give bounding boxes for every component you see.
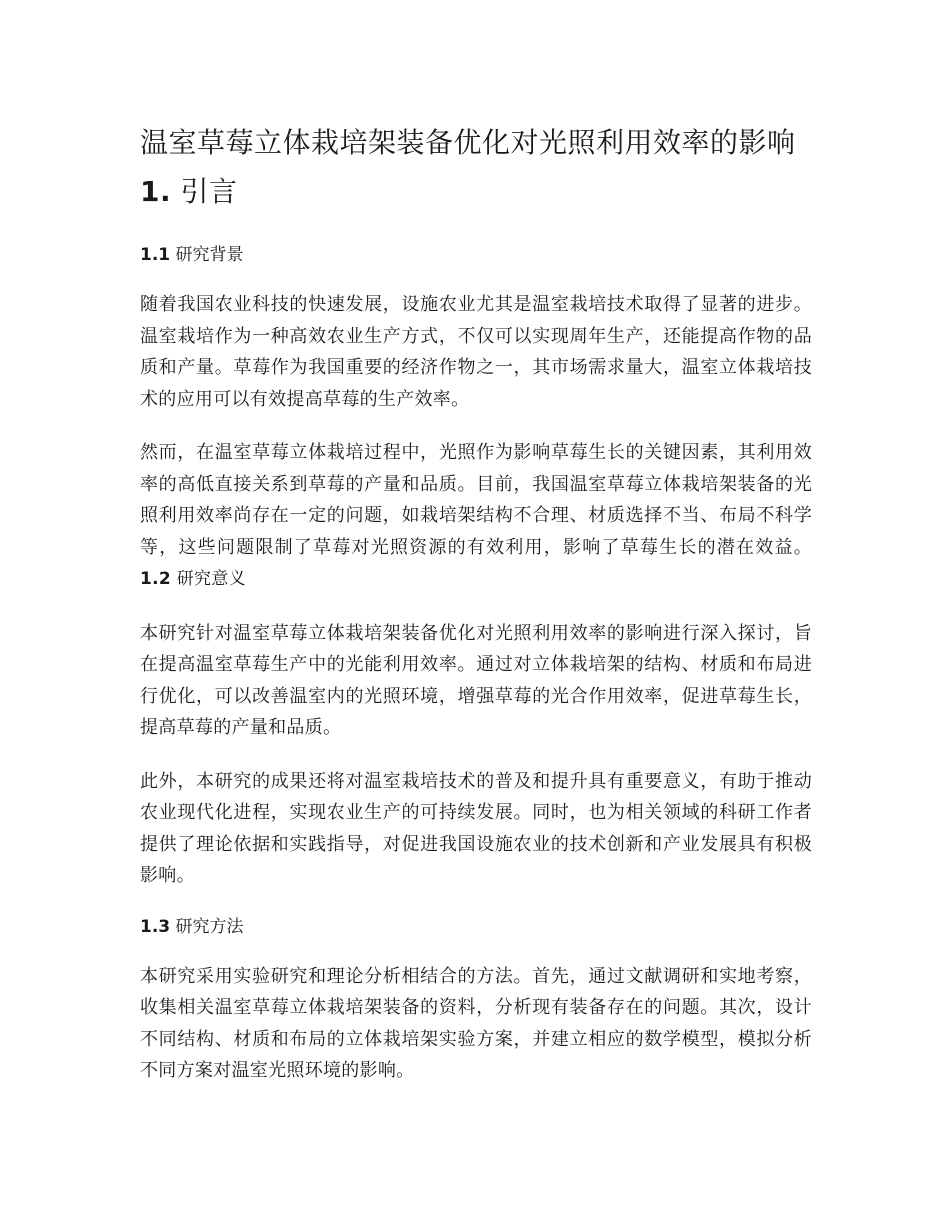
section-name: 研究方法 [175, 916, 244, 937]
document-title [140, 118, 812, 216]
section-name: 研究意义 [176, 569, 246, 589]
section-number: 1.1 [140, 245, 171, 265]
section-name: 研究背景 [175, 245, 244, 265]
paragraph-significance-1: 本研究针对温室草莓立体栽培架装备优化对光照利用效率的影响进行深入探讨，旨在提高温室草莓生产中的光能利用效率。通过对立体栽培架的结构、材质和布局进行优化，可以改善温室内的光照环境，增强草莓的光合作用效率，促进草莓生长，提高草莓的产量和品质。 [140, 622, 812, 738]
title-section-name: 引言 [180, 175, 238, 208]
document-page [140, 118, 812, 1109]
title-text: 温室草莓立体栽培架装备优化对光照利用效率的影响 [140, 126, 796, 159]
section-heading-background [140, 242, 812, 268]
title-section-number: 1. [140, 175, 172, 208]
paragraph-text: 然而，在温室草莓立体栽培过程中，光照作为影响草莓生长的关键因素，其利用效率的高低直接关系到草莓的产量和品质。目前，我国温室草莓立体栽培架装备的光照利用效率尚存在一定的问题，如栽培架结构不合理、材质选择不当、布局不科学等，这些问题限制了草莓对光照资源的有效利用，影响了草莓生长的潜在效益。 [140, 442, 812, 558]
section-heading-methods [140, 914, 812, 940]
section-number: 1.3 [140, 916, 171, 937]
paragraph-methods-1: 本研究采用实验研究和理论分析相结合的方法。首先，通过文献调研和实地考察，收集相关温室草莓立体栽培架装备的资料，分析现有装备存在的问题。其次，设计不同结构、材质和布局的立体栽培架实验方案，并建立相应的数学模型，模拟分析不同方案对温室光照环境的影响。 [140, 965, 812, 1081]
paragraph-background-2 [140, 437, 812, 596]
section-heading-significance [140, 569, 246, 589]
paragraph-background-1: 随着我国农业科技的快速发展，设施农业尤其是温室栽培技术取得了显著的进步。温室栽培作为一种高效农业生产方式，不仅可以实现周年生产，还能提高作物的品质和产量。草莓作为我国重要的经济作物之一，其市场需求量大，温室立体栽培技术的应用可以有效提高草莓的生产效率。 [140, 294, 812, 410]
section-number: 1.2 [140, 569, 172, 589]
paragraph-significance-2: 此外，本研究的成果还将对温室栽培技术的普及和提升具有重要意义，有助于推动农业现代化进程，实现农业生产的可持续发展。同时，也为相关领域的科研工作者提供了理论依据和实践指导，对促进我国设施农业的技术创新和产业发展具有积极影响。 [140, 770, 812, 886]
